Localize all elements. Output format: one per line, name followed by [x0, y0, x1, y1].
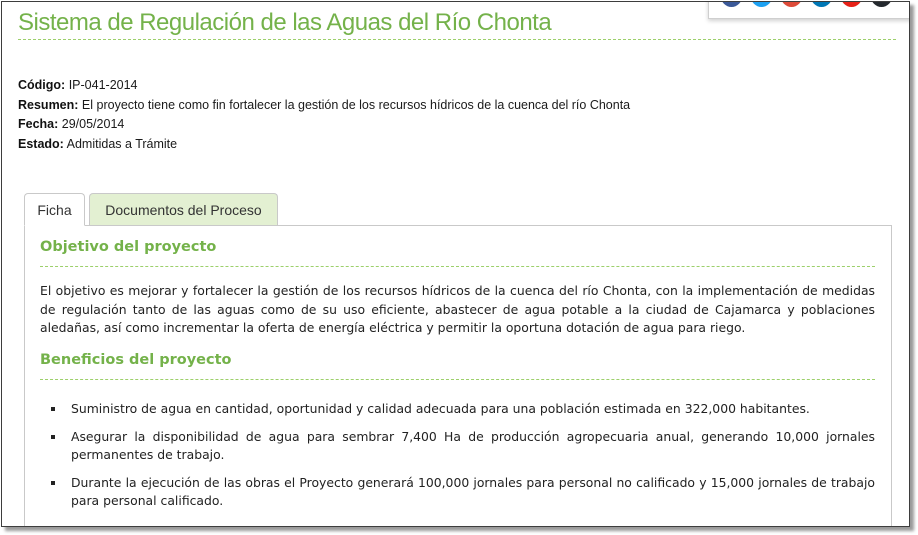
- facebook-icon[interactable]: [721, 1, 742, 7]
- fecha-value: 29/05/2014: [61, 117, 125, 131]
- list-item: [40, 474, 875, 511]
- social-share-bar: [708, 1, 910, 19]
- bullet-icon: [51, 407, 55, 411]
- twitter-icon[interactable]: [751, 1, 772, 7]
- beneficio-text: Asegurar la disponibilidad de agua para sembrar 7,400 Ha de producción agropecuaria anual, generando 10,000 jornales permanentes de trabajo.: [71, 428, 875, 462]
- bullet-icon: [51, 435, 55, 439]
- resumen-value: El proyecto tiene como fin fortalecer la gestión de los recursos hídricos de la cuenca del río Chonta: [81, 97, 631, 112]
- codigo-label: Código:: [18, 78, 66, 92]
- objetivo-divider: [40, 266, 875, 267]
- list-item: [40, 428, 875, 465]
- linkedin-icon[interactable]: [811, 1, 832, 7]
- beneficios-heading: Beneficios del proyecto: [40, 352, 232, 368]
- resumen-label: Resumen:: [18, 97, 79, 112]
- beneficios-list: [40, 400, 875, 520]
- tab-ficha[interactable]: Ficha: [24, 193, 85, 226]
- google-plus-icon[interactable]: [781, 1, 802, 7]
- page-frame: [1, 1, 910, 527]
- meta-codigo: [18, 76, 630, 96]
- fecha-label: Fecha:: [18, 117, 59, 131]
- beneficios-divider: [40, 379, 875, 380]
- estado-value: Admitidas a Trámite: [66, 136, 178, 151]
- objetivo-text: El objetivo es mejorar y fortalecer la gestión de los recursos hídricos de la cuenca del río Chonta, con la implementación de medidas de regulación tanto de las aguas como de su uso eficiente, abastecer de agua potable a la ciudad de Cajamarca y poblaciones aledañas, así como incrementar la oferta de energía eléctrica y permitir la oportuna dotación de agua para riego.: [40, 283, 875, 335]
- estado-label: Estado:: [18, 136, 64, 151]
- meta-resumen: [18, 96, 630, 116]
- codigo-value: IP-041-2014: [68, 78, 138, 92]
- list-item: [40, 400, 875, 419]
- beneficio-text: Suministro de agua en cantidad, oportunidad y calidad adecuada para una población estimada en 322,000 habitantes.: [71, 401, 810, 416]
- page-title: Sistema de Regulación de las Aguas del Río Chonta: [18, 9, 552, 36]
- tab-documentos-del-proceso[interactable]: Documentos del Proceso: [89, 193, 278, 226]
- meta-fecha: [18, 115, 630, 135]
- github-icon[interactable]: [871, 1, 892, 7]
- bullet-icon: [51, 481, 55, 485]
- project-meta: [18, 76, 630, 154]
- beneficio-text: Durante la ejecución de las obras el Proyecto generará 100,000 jornales para personal no calificado y 15,000 jornales de trabajo para personal calificado.: [71, 474, 875, 508]
- title-divider: [18, 39, 896, 40]
- youtube-icon[interactable]: [841, 1, 862, 7]
- meta-estado: [18, 135, 630, 155]
- objetivo-heading: Objetivo del proyecto: [40, 239, 217, 255]
